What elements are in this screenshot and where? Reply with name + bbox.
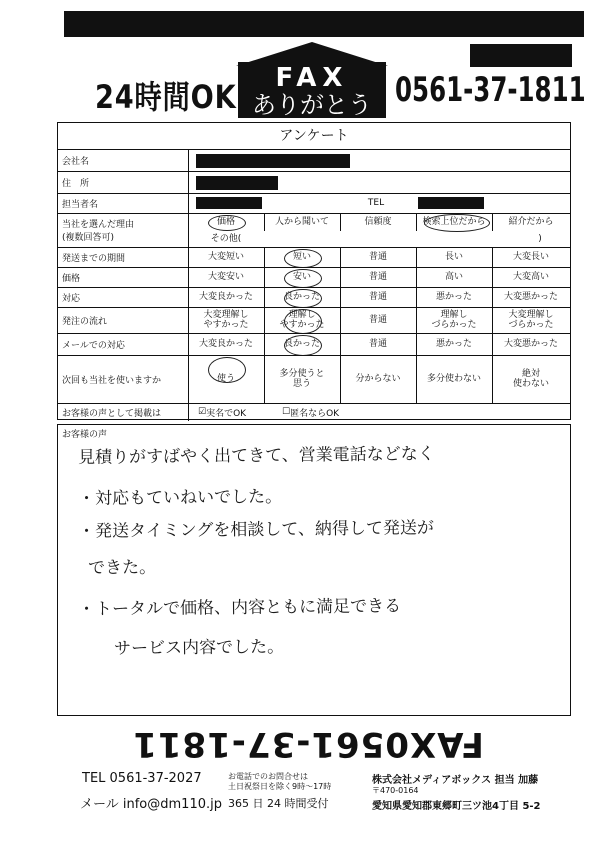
option-lead-time-1[interactable]: 短い (292, 252, 311, 262)
address-label: 住 所 (62, 178, 90, 189)
publish-opt1-label: 実名でOK (206, 408, 247, 419)
comment-box (57, 424, 571, 716)
row-label-repeat: 次回も当社を使いますか (62, 375, 162, 386)
hours-label: 24時間OK (95, 78, 237, 116)
answer-circle-order-flow (284, 309, 322, 334)
footer-company: 株式会社メディアボックス 担当 加藤 (372, 775, 539, 786)
row-label-lead-time: 発送までの期間 (62, 253, 126, 264)
comment-line-3: ・発送タイミングを相談して、納得して発送が (77, 518, 435, 542)
row-label-order-flow: 発注の流れ (62, 316, 108, 327)
comment-line-1: 見積りがすばやく出てきて、営業電話などなく (77, 444, 435, 468)
option-email-service-4[interactable]: 大変悪かった (503, 339, 558, 349)
option-price-1[interactable]: 安い (292, 272, 311, 282)
fax-logo-box (238, 62, 386, 118)
survey-table (57, 122, 571, 420)
option-lead-time-2[interactable]: 普通 (368, 252, 387, 262)
reason-option-trust[interactable]: 信頼度 (364, 217, 392, 227)
option-order-flow-4[interactable]: 大変理解し づらかった (508, 310, 554, 330)
contact-label: 担当者名 (62, 199, 99, 210)
option-order-flow-1[interactable]: 理解し やすかった (279, 310, 325, 330)
option-price-3[interactable]: 高い (444, 272, 463, 282)
answer-circle-lead-time (284, 249, 322, 268)
option-service-4[interactable]: 大変悪かった (503, 292, 558, 302)
option-service-1[interactable]: 良かった (283, 292, 320, 302)
option-order-flow-0[interactable]: 大変理解し やすかった (203, 310, 249, 330)
reason-label-sub: (複数回答可) (62, 233, 115, 243)
answer-circle-repeat (208, 357, 246, 383)
option-lead-time-0[interactable]: 大変短い (207, 252, 244, 262)
option-price-4[interactable]: 大変高い (512, 272, 549, 282)
option-service-2[interactable]: 普通 (368, 292, 387, 302)
option-order-flow-3[interactable]: 理解し づらかった (431, 310, 477, 330)
redaction-bar-right (470, 44, 572, 67)
option-email-service-2[interactable]: 普通 (368, 339, 387, 349)
row-label-email-service: メールでの対応 (62, 340, 125, 351)
option-repeat-1[interactable]: 多分使うと 思う (279, 369, 325, 389)
option-service-0[interactable]: 大変良かった (198, 292, 253, 302)
comment-label: お客様の声 (62, 430, 108, 440)
answer-circle-service (284, 289, 322, 308)
footer-mail: メール info@dm110.jp (80, 797, 222, 812)
option-order-flow-2[interactable]: 普通 (368, 315, 387, 325)
tel-redaction (418, 197, 484, 209)
footer-phone-note-1: お電話でのお問合せは (228, 772, 308, 781)
publish-option-real-name[interactable] (198, 403, 246, 421)
comment-line-6: サービス内容でした。 (113, 637, 285, 659)
option-service-3[interactable]: 悪かった (435, 292, 472, 302)
comment-line-4: できた。 (87, 557, 157, 579)
option-price-2[interactable]: 普通 (368, 272, 387, 282)
comment-line-2: ・対応もていねいでした。 (77, 486, 283, 510)
address-redaction (196, 176, 278, 190)
reason-search-circle (424, 214, 490, 232)
answer-circle-price (284, 269, 322, 288)
fax-number-header: 0561-37-1811 (395, 70, 586, 110)
checkbox-empty-icon[interactable]: ☐ (282, 407, 291, 417)
thanks-label: ありがとう (252, 91, 372, 119)
mirrored-fax-number: FAX0561-37-1811 (132, 724, 484, 764)
redaction-bar-top (64, 11, 584, 37)
checkbox-checked-icon[interactable]: ☑ (198, 407, 207, 417)
company-label: 会社名 (62, 156, 90, 167)
reason-price-circle (208, 215, 246, 231)
option-repeat-4[interactable]: 絶対 使わない (512, 369, 549, 389)
row-label-price: 価格 (62, 273, 81, 284)
footer-zip: 〒470-0164 (372, 786, 419, 795)
reason-other: その他( (210, 234, 242, 244)
publish-label: お客様の声として掲載は (62, 408, 162, 419)
reason-option-price[interactable]: 価格 (216, 217, 235, 227)
reason-option-search[interactable]: 検索上位だから (422, 217, 486, 227)
contact-redaction (196, 197, 262, 209)
option-repeat-0[interactable]: 使う (216, 374, 235, 384)
answer-circle-email-service (284, 335, 322, 356)
publish-option-anonymous[interactable] (282, 403, 339, 421)
footer-tel: TEL 0561-37-2027 (82, 771, 202, 786)
reason-label (62, 213, 134, 247)
option-lead-time-4[interactable]: 大変長い (512, 252, 549, 262)
row-label-service: 対応 (62, 293, 81, 304)
option-repeat-2[interactable]: 分からない (355, 374, 401, 384)
reason-option-referral-word[interactable]: 人から聞いて (274, 217, 329, 227)
fax-label: FAX (275, 63, 349, 93)
option-email-service-3[interactable]: 悪かった (435, 339, 472, 349)
comment-line-5: ・トータルで価格、内容ともに満足できる (77, 596, 402, 620)
footer-fax-note: 365 日 24 時間受付 (228, 797, 329, 810)
reason-option-introduction[interactable]: 紹介だから (508, 217, 554, 227)
option-price-0[interactable]: 大変安い (207, 272, 244, 282)
publish-opt2-label: 匿名ならOK (290, 408, 340, 419)
company-redaction (196, 154, 350, 168)
survey-title: アンケート (279, 128, 349, 144)
option-lead-time-3[interactable]: 長い (444, 252, 463, 262)
option-email-service-1[interactable]: 良かった (283, 339, 320, 349)
footer-phone-note-2: 土日祝祭日を除く9時〜17時 (228, 782, 332, 791)
option-repeat-3[interactable]: 多分使わない (426, 374, 481, 384)
reason-close: ) (538, 234, 542, 244)
option-email-service-0[interactable]: 大変良かった (198, 339, 253, 349)
footer-address: 愛知県愛知郡東郷町三ツ池4丁目 5-2 (372, 801, 541, 812)
reason-label-main: 当社を選んだ理由 (62, 220, 135, 230)
tel-label: TEL (367, 198, 385, 208)
